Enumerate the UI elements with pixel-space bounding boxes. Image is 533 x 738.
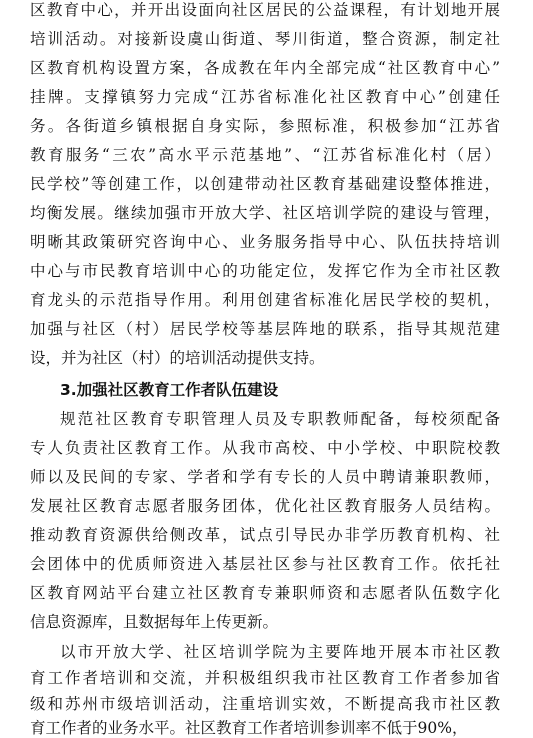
paragraph3-line-1: 以市开放大学、社区培训学院为主要阵地开展本市社区教 <box>60 643 500 661</box>
paragraph1-line-11: 育龙头的示范指导作用。利用创建省标准化居民学校的契机， <box>30 291 500 309</box>
paragraph2-line-1: 规范社区教育专职管理人员及专职教师配备，每校须配备 <box>60 410 500 428</box>
paragraph1-line-3: 区教育机构设置方案，各成教在年内全部完成“社区教育中心” <box>30 59 500 77</box>
paragraph1-line-5: 务。各街道乡镇根据自身实际，参照标准，积极参加“江苏省 <box>30 117 500 135</box>
paragraph3-line-4: 育工作者的业务水平。社区教育工作者培训参训率不低于90%， <box>30 719 468 737</box>
paragraph1-line-2: 培训活动。对接新设虞山街道、琴川街道，整合资源，制定社 <box>30 30 500 48</box>
paragraph1-line-9: 明晰其政策研究咨询中心、业务服务指导中心、队伍扶持培训 <box>30 233 500 251</box>
paragraph2-line-5: 推动教育资源供给侧改革，试点引导民办非学历教育机构、社 <box>30 526 500 544</box>
paragraph2-line-2: 专人负责社区教育工作。从我市高校、中小学校、中职院校教 <box>30 439 500 457</box>
paragraph1-line-8: 均衡发展。继续加强市开放大学、社区培训学院的建设与管理， <box>30 204 500 222</box>
paragraph2-line-7: 区教育网站平台建立社区教育专兼职师资和志愿者队伍数字化 <box>30 584 500 602</box>
paragraph2-line-8: 信息资源库，且数据每年上传更新。 <box>30 613 279 631</box>
paragraph3-line-2: 育工作者培训和交流，并积极组织我市社区教育工作者参加省 <box>30 669 500 687</box>
paragraph1-line-10: 中心与市民教育培训中心的功能定位，发挥它作为全市社区教 <box>30 262 500 280</box>
paragraph1-line-6: 教育服务“三农”高水平示范基地”、“江苏省标准化村（居） <box>30 146 500 164</box>
paragraph1-line-7: 民学校”等创建工作，以创建带动社区教育基础建设整体推进， <box>30 175 500 193</box>
paragraph1-line-13: 设，并为社区（村）的培训活动提供支持。 <box>30 349 325 367</box>
paragraph2-line-4: 发展社区教育志愿者服务团体，优化社区教育服务人员结构。 <box>30 497 500 515</box>
paragraph1-line-12: 加强与社区（村）居民学校等基层阵地的联系，指导其规范建 <box>30 320 500 338</box>
paragraph1-line-1: 区教育中心，并开出设面向社区居民的公益课程，有计划地开展 <box>30 1 500 19</box>
paragraph2-line-6: 会团体中的优质师资进入基层社区参与社区教育工作。依托社 <box>30 555 500 573</box>
section-heading: 3.加强社区教育工作者队伍建设 <box>60 381 279 399</box>
paragraph3-line-3: 级和苏州市级培训活动，注重培训实效，不断提高我市社区教 <box>30 695 500 713</box>
paragraph1-line-4: 挂牌。支撑镇努力完成“江苏省标准化社区教育中心”创建任 <box>30 88 500 106</box>
paragraph2-line-3: 师以及民间的专家、学者和学有专长的人员中聘请兼职教师， <box>30 468 500 486</box>
